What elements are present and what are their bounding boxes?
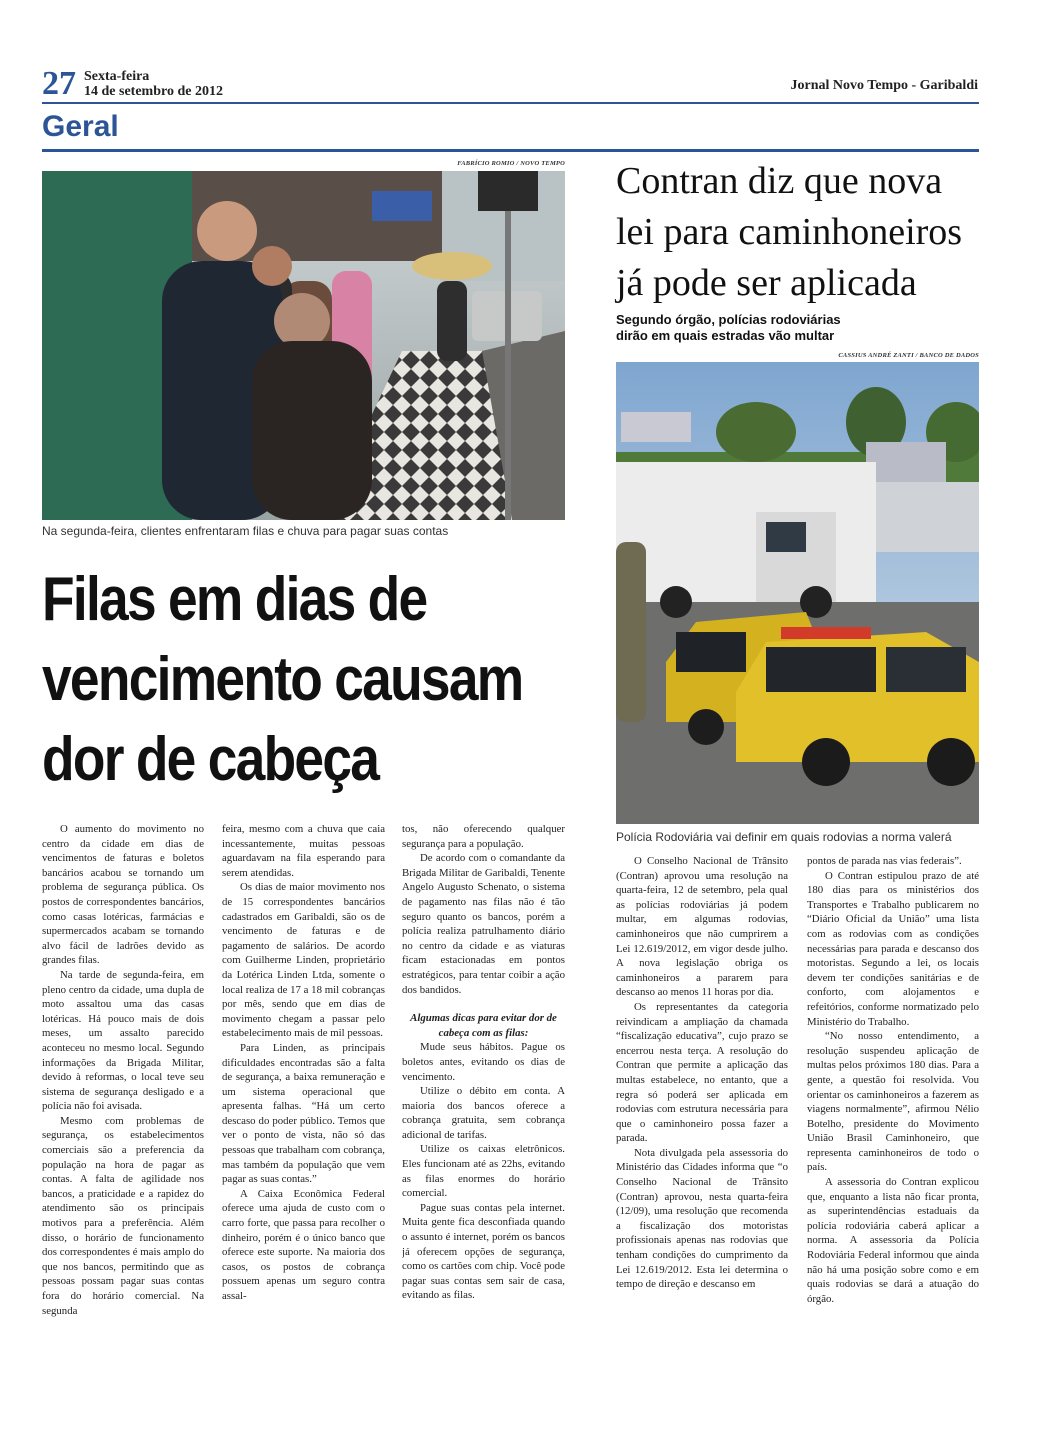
subheadline-line: Segundo órgão, polícias rodoviárias	[616, 312, 841, 327]
photo-caption: Na segunda-feira, clientes enfrentaram filas e chuva para pagar suas contas	[42, 524, 449, 538]
article-column	[402, 822, 565, 1372]
photo-credit: FABRÍCIO ROMIO / NOVO TEMPO	[457, 160, 565, 167]
paragraph: Os representantes da categoria reivindicam a ampliação da chamada “fiscalização educativa”, cujo prazo se encerrou nesta terça. A resolução do Contran que permite a aplicação das multas estabelece, no entanto, que a regra só poderá ser aplicada em rodovias com estrutura necessária para que o caminhoneiro possa fazer a parada.	[616, 1000, 788, 1145]
paragraph: O Contran estipulou prazo de até 180 dias para os ministérios dos Transportes e Trabalho publicarem no “Diário Oficial da União” uma lista com as rodovias com as condições necessárias para parada e descanso dos motoristas. Segundo a lei, os locais devem ter condições sanitárias e de conforto, com alojamentos e refeitórios, conforme normatizado pelo Ministério do Trabalho.	[807, 869, 979, 1028]
paragraph: O aumento do movimento no centro da cidade em dias de vencimentos de faturas e boletos bancários acabou se tornando um problema de segurança pública. Os postos de correspondentes bancários, como casas lotéricas, farmácias e supermercados acabam se tornando alvo fácil de ladrões devido as grandes filas.	[42, 823, 204, 967]
queue-photo	[42, 171, 565, 520]
headline-line: Contran diz que nova	[616, 160, 943, 202]
paragraph: A assessoria do Contran explicou que, enquanto a lista não ficar pronta, as superintendências estaduais da polícia rodoviária caberá aplicar a norma. A assessoria da Polícia Rodoviária Federal informou que ainda não há uma posição sobre como e em quais rodovias se dará a atuação do órgão.	[807, 1176, 979, 1305]
article-column	[807, 854, 979, 1379]
paragraph: Os dias de maior movimento nos de 15 correspondentes bancários cadastrados em Garibaldi, são os de vencimento de faturas e de pagamento de salários. De acordo com Guilherme Linden, proprietário da Lotérica Linden Ltda, somente o local realiza de 17 a 18 mil cobranças por mês, sendo que em dias de movimento chegam a passar pelo estabelecimento mais de mil pessoas.	[222, 881, 385, 1040]
article-column	[222, 822, 385, 1372]
header-rule	[42, 102, 979, 104]
paragraph: Mesmo com problemas de segurança, os estabelecimentos comerciais são a preferencia da população na hora de pagar as contas. A falta de agilidade nos bancos, a praticidade e a rapidez do atendimento são os principais motivos para a preferência. Além disso, o horário de funcionamento dos correspondentes é mais amplo do que nos bancos, permitindo que as pessoas possam pagar suas contas fora do horário comercial. Na segunda	[42, 1114, 204, 1317]
paragraph: “No nosso entendimento, a resolução suspendeu aplicação de multas pelos próximos 180 dias. Para a gente, a questão foi resolvida. Vou orientar os caminhoneiros a fazerem as viagens normalmente”, afirmou Nélio Botelho, presidente do Movimento União Brasil Caminhoneiro, que representa caminhoneiros de todo o país.	[807, 1030, 979, 1174]
issue-day: Sexta-feira	[84, 69, 150, 84]
paragraph: Para Linden, as principais dificuldades encontradas são a falta de segurança, a baixa remuneração e um sistema operacional que apresenta falhas. “Há um certo descaso do poder público. Temos que ver o ponto de vista, não só das pessoas que trabalham com cobrança, mas também da população que vem pagar as suas contas.”	[222, 1041, 385, 1186]
headline-line: vencimento causam	[42, 645, 523, 714]
headline-line: dor de cabeça	[42, 725, 379, 794]
police-cars-photo	[616, 362, 979, 824]
tip-item: Utilize os caixas eletrônicos. Eles funcionam até as 22hs, evitando as filas enormes do horário comercial.	[402, 1143, 565, 1200]
tip-item: Mude seus hábitos. Pague os boletos antes, evitando os dias de vencimento.	[402, 1041, 565, 1083]
headline-line: já pode ser aplicada	[616, 262, 917, 304]
paragraph: De acordo com o comandante da Brigada Militar de Garibaldi, Tenente Angelo Augusto Schenato, o sistema de pagamento nas filas não é tão seguro quanto os bancos, porém a polícia realiza patrulhamento diário no centro da cidade e as viaturas ficam estacionadas em pontos estratégicos, para tentar coibir a ação dos bandidos.	[402, 852, 565, 996]
article-column	[616, 854, 788, 1379]
subheadline	[616, 312, 956, 344]
tip-item: Pague suas contas pela internet. Muita gente fica desconfiada quando o assunto é internet, porém os bancos já oferecem opções de segurança, como os cartões com chip. Você pode pagar suas contas sem sair de casa, evitando as filas.	[402, 1201, 565, 1302]
paragraph: A Caixa Econômica Federal oferece uma ajuda de custo com o carro forte, que passa para recolher o dinheiro, porém é o único banco que oferece este suporte. Na maioria dos casos, os postos de cobrança possuem apenas um seguro contra assal-	[222, 1187, 385, 1302]
headline-line: lei para caminhoneiros	[616, 211, 963, 253]
newspaper-name: Jornal Novo Tempo - Garibaldi	[790, 78, 978, 93]
page-number: 27	[42, 65, 76, 102]
tips-heading: Algumas dicas para evitar dor de cabeça com as filas:	[410, 1012, 557, 1039]
paragraph: feira, mesmo com a chuva que caia incessantemente, muitas pessoas aguardavam na fila esperando para serem atendidas.	[222, 823, 385, 879]
paragraph: Nota divulgada pela assessoria do Ministério das Cidades informa que “o Conselho Nacional de Trânsito (Contran) aprovou, nesta quarta-feira (12/09), uma resolução que recomenda a fiscalização dos motoristas profissionais apenas nas rodovias que tenham condições do cumprimento da Lei 12.619/2012. Esta lei determina o tempo de direção e descanso em	[616, 1146, 788, 1291]
subheadline-line: dirão em quais estradas vão multar	[616, 328, 835, 343]
paragraph: O Conselho Nacional de Trânsito (Contran) aprovou uma resolução na quarta-feira, 12 de setembro, pela qual as polícias rodoviárias já podem multar, em algumas rodovias, caminhoneiros que não cumprirem a Lei 12.619/2012, em vigor desde julho. A nova legislação obriga os caminhoneiros a pararem para descanso ao menos 11 horas por dia.	[616, 855, 788, 999]
photo-caption: Polícia Rodoviária vai definir em quais rodovias a norma valerá	[616, 830, 952, 844]
section-title: Geral	[42, 110, 119, 143]
photo-credit: CASSIUS ANDRÉ ZANTI / BANCO DE DADOS	[838, 352, 979, 359]
headline-line: Filas em dias de	[42, 565, 427, 634]
headline	[42, 560, 592, 800]
paragraph: tos, não oferecendo qualquer segurança para a população.	[402, 823, 565, 850]
paragraph: pontos de parada nas vias federais”.	[807, 855, 962, 867]
issue-date: 14 de setembro de 2012	[84, 84, 223, 99]
headline	[616, 156, 986, 309]
paragraph: Na tarde de segunda-feira, em pleno centro da cidade, uma dupla de moto assaltou uma das casas lotéricas. Há pouco mais de dois meses, um assalto parecido aconteceu no mesmo local. Segundo informações da Brigada Militar, devido à reformas, o local teve seu sistema de segurança desligado e a polícia não foi avisada.	[42, 968, 204, 1113]
article-column	[42, 822, 204, 1372]
section-rule	[42, 149, 979, 152]
tip-item: Utilize o débito em conta. A maioria dos bancos oferece a cobrança gratuita, sem cobrança adicional de tarifas.	[402, 1085, 565, 1141]
